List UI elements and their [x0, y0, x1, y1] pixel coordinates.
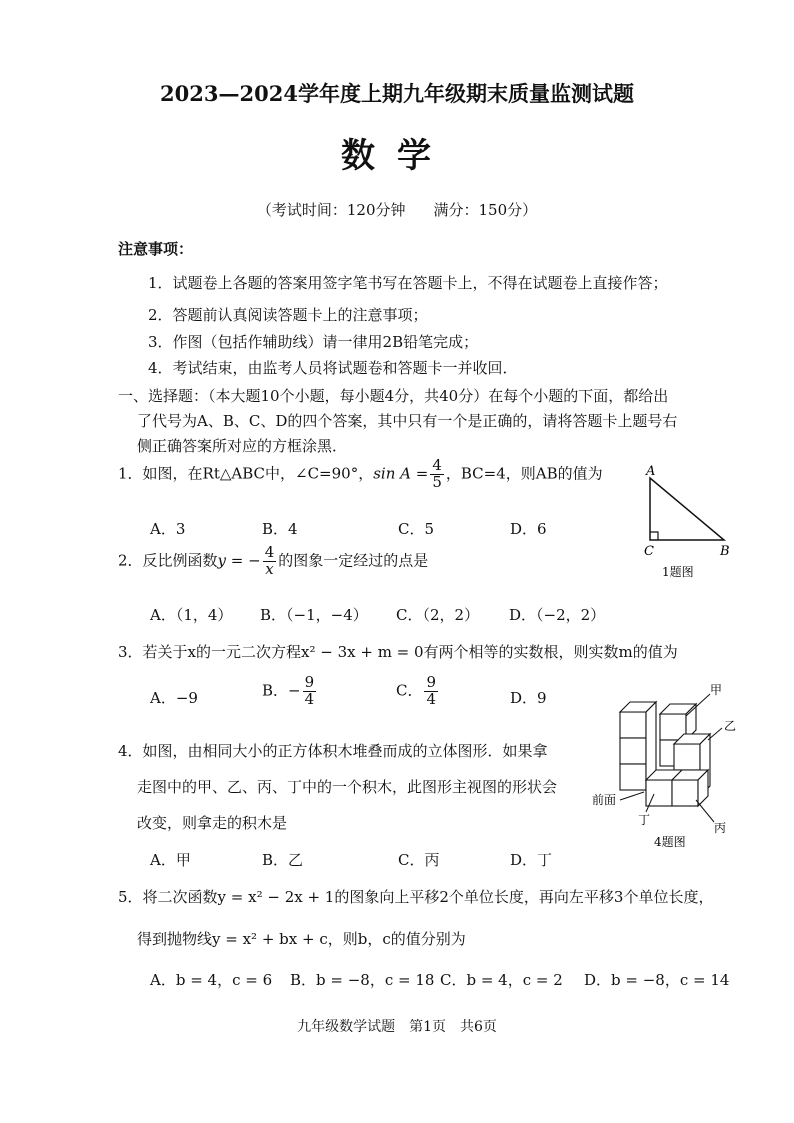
section-line: 侧正确答案所对应的方框涂黑．: [137, 437, 348, 455]
label-c: C: [644, 544, 654, 559]
q4-line: 走图中的甲、乙、丙、丁中的一个积木，此图形主视图的形状会: [137, 778, 558, 796]
q2-option-d: D．（−2，2）: [509, 606, 606, 624]
q4-option-b: B．乙: [262, 851, 304, 869]
q3-optc-label: C．: [396, 681, 423, 700]
q3-option-b: [262, 675, 318, 708]
q2-option-b: B．（−1，−4）: [260, 606, 368, 624]
q4-option-c: C．丙: [398, 851, 440, 869]
q5-line: 5．将二次函数y = x² − 2x + 1的图象向上平移2个单位长度，再向左平移3个单位长度，: [118, 888, 714, 906]
q5-option-d: D．b = −8，c = 14: [584, 971, 730, 989]
block: [620, 738, 646, 764]
q2-expr: y = −: [217, 551, 261, 570]
exam-title: 2023—2024学年度上期九年级期末质量监测试题: [160, 81, 634, 106]
note-item: 1．试题卷上各题的答案用签字笔书写在答题卡上，不得在试题卷上直接作答；: [148, 274, 668, 292]
leader-front: [620, 792, 644, 800]
q3-optc-den: 4: [426, 689, 437, 708]
section-line: 了代号为A、B、C、D的四个答案，其中只有一个是正确的，请将答题卡上题号右: [137, 412, 678, 430]
q3-option-a: A．−9: [150, 689, 198, 707]
right-angle-mark: [650, 532, 658, 540]
q1-num: 4: [432, 456, 442, 474]
label-b: B: [720, 544, 730, 559]
page-footer: 九年级数学试题 第1页 共6页: [297, 1019, 497, 1035]
q2-option-a: A．（1，4）: [150, 606, 233, 624]
notes-heading: 注意事项：: [118, 240, 194, 258]
block: [672, 780, 698, 806]
q1-option-d: D．6: [510, 520, 547, 538]
section-line: 一、选择题：（本大题10个小题，每小题4分，共40分）在每个小题的下面，都给出: [118, 387, 669, 405]
q3-optb-label: B．−: [262, 681, 301, 700]
question-1: [118, 458, 603, 491]
label-front: 前面: [592, 793, 617, 807]
q1-pre: 1．如图，在Rt△ABC中，∠C=90°，: [118, 464, 374, 483]
q2-num: 4: [264, 543, 275, 561]
q3-optb-den: 4: [304, 689, 315, 708]
label-jia: 甲: [710, 683, 723, 697]
leader-bing: [696, 800, 714, 822]
fig4-caption: 4题图: [654, 835, 686, 849]
q5-option-c: C．b = 4，c = 2: [440, 971, 563, 989]
q2-option-c: C．（2，2）: [396, 606, 480, 624]
q1-fraction: [430, 458, 444, 491]
label-yi: 乙: [724, 719, 737, 733]
q4-blocks-figure: [588, 682, 748, 852]
q1-den: 5: [432, 472, 442, 491]
q1-sin: sin A =: [373, 464, 429, 483]
q1-post: ，BC=4，则AB的值为: [445, 464, 603, 483]
q4-option-d: D．丁: [510, 851, 553, 869]
q5-line: 得到抛物线y = x² + bx + c，则b，c的值分别为: [137, 930, 466, 948]
q3-optc-num: 9: [426, 673, 437, 691]
q1-triangle-figure: [630, 462, 740, 582]
note-item: 3．作图（包括作辅助线）请一律用2B铅笔完成；: [148, 333, 479, 351]
triangle-shape: [650, 478, 724, 540]
q3-option-d: D．9: [510, 689, 547, 707]
q3-option-c: [396, 675, 440, 708]
subject-title: 数学: [341, 136, 453, 176]
note-item: 4．考试结束，由监考人员将试题卷和答题卡一并收回．: [148, 359, 518, 377]
q4-option-a: A．甲: [150, 851, 191, 869]
q2-post: 的图象一定经过的点是: [278, 551, 429, 570]
question-3: 3．若关于x的一元二次方程x² − 3x + m = 0有两个相等的实数根，则实数m的值为: [118, 643, 678, 661]
exam-meta: [0, 199, 794, 220]
q3-optb-num: 9: [304, 673, 315, 691]
q3-optb-fraction: [303, 675, 317, 708]
exam-time: （考试时间：120分钟: [256, 201, 406, 219]
label-bing: 丙: [714, 821, 727, 835]
question-2: [118, 545, 428, 578]
q3-optc-fraction: [424, 675, 438, 708]
block: [620, 764, 646, 790]
label-ding: 丁: [638, 813, 651, 827]
block-yi: [674, 744, 700, 770]
q1-option-b: B．4: [262, 520, 298, 538]
q4-line: 4．如图，由相同大小的正方体积木堆叠而成的立体图形．如果拿: [118, 742, 548, 760]
fig1-caption: 1题图: [662, 565, 694, 579]
q1-option-c: C．5: [398, 520, 435, 538]
q2-fraction: [263, 545, 277, 578]
q4-line: 改变，则拿走的积木是: [137, 814, 288, 832]
q2-den: x: [265, 559, 274, 578]
label-a: A: [646, 464, 656, 479]
q2-pre: 2．反比例函数: [118, 551, 218, 570]
note-item: 2．答题前认真阅读答题卡上的注意事项；: [148, 306, 428, 324]
q5-option-b: B．b = −8，c = 18: [290, 971, 435, 989]
q5-option-a: A．b = 4，c = 6: [150, 971, 273, 989]
exam-score: 满分：150分）: [433, 201, 538, 219]
q1-option-a: A．3: [150, 520, 186, 538]
block: [620, 712, 646, 738]
